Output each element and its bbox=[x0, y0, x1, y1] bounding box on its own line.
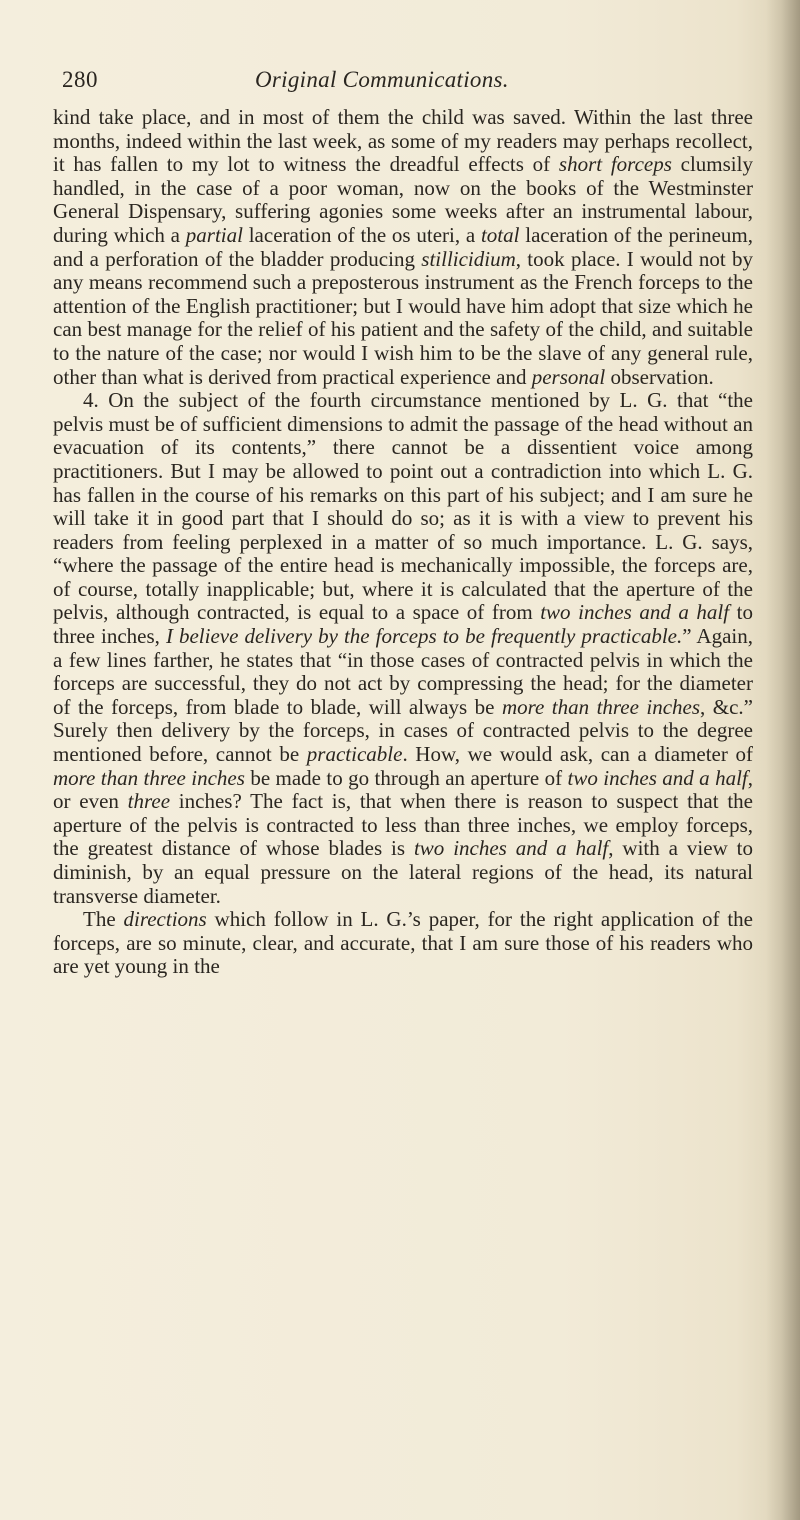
text-run: which follow in L. G.’s paper, for the right application of the forceps, are so minute, clear, and accurate, that I am sure those of his readers who are yet young in the bbox=[53, 907, 753, 979]
italic-text-run: stillicidium bbox=[421, 246, 516, 271]
italic-text-run: two inches and a half bbox=[413, 836, 609, 861]
italic-text-run: short forceps bbox=[558, 152, 672, 177]
paragraph-point-4 bbox=[53, 389, 753, 908]
italic-text-run: I believe delivery by the forceps to be frequently practicable. bbox=[165, 624, 683, 649]
italic-text-run: partial bbox=[185, 222, 243, 247]
running-head bbox=[62, 66, 762, 94]
italic-text-run: three bbox=[127, 789, 171, 814]
text-run: , with a view to diminish, by an equal pressure on the lateral regions of the head, its natural transverse diameter. bbox=[53, 836, 753, 908]
text-run: be made to go through an aperture of bbox=[244, 765, 568, 790]
journal-title: Original Communications. bbox=[255, 67, 509, 92]
italic-text-run: more than three inches bbox=[501, 694, 701, 719]
italic-text-run: personal bbox=[531, 364, 606, 389]
italic-text-run: directions bbox=[123, 907, 207, 932]
paragraph-continued bbox=[53, 106, 753, 389]
italic-text-run: two inches and a half bbox=[540, 600, 730, 625]
text-run: laceration of the os uteri, a bbox=[242, 222, 481, 247]
text-run: clumsily handled, in the case of a poor woman, now on the books of the Westminster General Dispensary, suffering agonies some weeks after an instrumental labour, during which a bbox=[53, 152, 753, 247]
italic-text-run: more than three inches bbox=[53, 765, 245, 790]
text-run: , &c.” Surely then delivery by the forceps, in cases of contracted pelvis to the degree mentioned before, cannot be bbox=[53, 694, 753, 767]
text-run: The bbox=[83, 907, 124, 932]
text-run: , or even bbox=[53, 765, 753, 814]
italic-text-run: practicable bbox=[306, 742, 403, 767]
paragraph-directions bbox=[53, 908, 753, 979]
text-run: kind take place, and in most of them the child was saved. Within the last three months, indeed within the last week, as some of my readers may perhaps recollect, it has fallen to my lot to witness the dreadful effects of bbox=[53, 105, 753, 177]
text-run: ” Again, a few lines farther, he states that “in those cases of contracted pelvis in which the forceps are successful, they do not act by compressing the head; for the diameter of the forceps, from blade to blade, will always be bbox=[53, 624, 753, 719]
text-run: observation. bbox=[605, 364, 714, 389]
text-run: , took place. I would not by any means recommend such a preposterous instrument as the French forceps to the attention of the English practitioner; but I would have him adopt that size which he can best manage for the relief of his patient and the safety of the child, and suitable to the nature of the case; nor would I wish him to be the slave of any general rule, other than what is derived from practical experience and bbox=[53, 246, 753, 389]
text-run: laceration of the perineum, and a perforation of the bladder producing bbox=[53, 222, 753, 271]
text-run: to three inches, bbox=[53, 600, 753, 649]
text-run: . How, we would ask, can a diameter of bbox=[402, 742, 753, 767]
text-run: inches? The fact is, that when there is reason to suspect that the aperture of the pelvis is contracted to less than three inches, we employ forceps, the greatest distance of whose blades is bbox=[53, 789, 753, 861]
italic-text-run: two inches and a half bbox=[567, 765, 748, 790]
body-text bbox=[53, 106, 753, 979]
page-edge-shadow bbox=[766, 0, 800, 1520]
text-run: 4. On the subject of the fourth circumstance mentioned by L. G. that “the pelvis must be of sufficient dimensions to admit the passage of the head without an evacuation of its contents,” there cannot be a dissentient voice among practitioners. But I may be allowed to point out a contradiction into which L. G. has fallen in the course of his remarks on this part of his subject; and I am sure he will take it in good part that I should do so; as it is with a view to prevent his readers from feeling perplexed in a matter of so much importance. L. G. says, “where the passage of the entire head is mechanically impossible, the forceps are, of course, totally inapplicable; but, where it is calculated that the aperture of the pelvis, although contracted, is equal to a space of from bbox=[53, 388, 753, 625]
page-number: 280 bbox=[62, 67, 98, 92]
italic-text-run: total bbox=[480, 222, 520, 247]
